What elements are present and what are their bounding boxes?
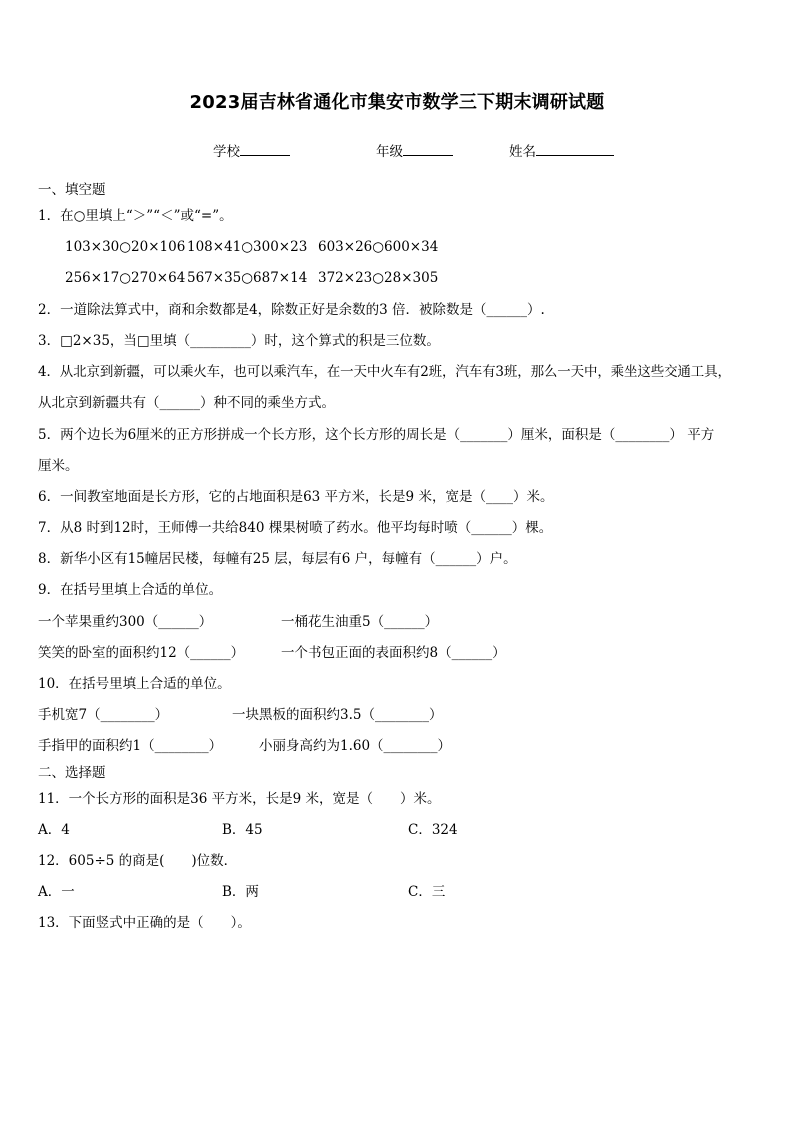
q9-item: 一个苹果重约300（______） — [38, 614, 213, 630]
q1-item: 108×41○300×23 — [187, 239, 308, 255]
grade-label: 年级 — [376, 144, 403, 160]
q9-item: 一桶花生油重5（______） — [281, 614, 439, 630]
question-9-stem: 9．在括号里填上合适的单位。 — [38, 582, 223, 598]
question-1-stem: 1．在○里填上“＞”“＜”或“=”。 — [38, 208, 233, 224]
q10-item: 一块黑板的面积约3.5（________） — [232, 707, 443, 723]
question-4-line1: 4．从北京到新疆，可以乘火车，也可以乘汽车，在一天中火车有2班，汽车有3班，那么一天中，乘坐这些交通工具， — [38, 364, 731, 380]
q1-item: 603×26○600×34 — [318, 239, 439, 255]
q12-option-b[interactable]: B．两 — [222, 884, 259, 900]
question-5-line2: 厘米。 — [38, 458, 79, 474]
q1-item: 256×17○270×64 — [65, 270, 186, 286]
question-13-stem: 13．下面竖式中正确的是（ ）。 — [38, 915, 251, 931]
q1-item: 372×23○28×305 — [318, 270, 439, 286]
school-label: 学校 — [213, 144, 240, 160]
question-7: 7．从8 时到12时，王师傅一共给840 棵果树喷了药水。他平均每时喷（______）棵。 — [38, 520, 553, 536]
q10-item: 小丽身高约为1.60（________） — [259, 738, 452, 754]
school-field — [213, 140, 290, 160]
question-4-line2: 从北京到新疆共有（______）种不同的乘坐方式。 — [38, 395, 335, 411]
q9-item: 一个书包正面的表面积约8（______） — [281, 645, 506, 661]
question-6: 6．一间教室地面是长方形，它的占地面积是63 平方米，长是9 米，宽是（____）米。 — [38, 489, 554, 505]
q9-item: 笑笑的卧室的面积约12（______） — [38, 645, 245, 661]
question-3: 3．□2×35，当□里填（_________）时，这个算式的积是三位数。 — [38, 333, 440, 349]
question-10-stem: 10．在括号里填上合适的单位。 — [38, 676, 231, 692]
question-11-stem: 11．一个长方形的面积是36 平方米，长是9 米，宽是（ ）米。 — [38, 791, 441, 807]
q12-option-a[interactable]: A．一 — [38, 884, 75, 900]
q10-item: 手指甲的面积约1（________） — [38, 738, 223, 754]
section-heading-multiple-choice: 二、选择题 — [38, 765, 106, 781]
grade-blank[interactable] — [403, 141, 453, 156]
question-5-line1: 5．两个边长为6厘米的正方形拼成一个长方形，这个长方形的周长是（_______）厘米，面积是（________） 平方 — [38, 427, 715, 443]
question-8: 8．新华小区有15幢居民楼，每幢有25 层，每层有6 户，每幢有（______）户。 — [38, 551, 517, 567]
q1-item: 103×30○20×106 — [65, 239, 186, 255]
q12-option-c[interactable]: C．三 — [408, 884, 446, 900]
name-field — [509, 140, 614, 160]
q11-option-c[interactable]: C．324 — [408, 822, 458, 838]
q11-option-a[interactable]: A．4 — [38, 822, 70, 838]
question-12-stem: 12．605÷5 的商是( )位数． — [38, 853, 238, 869]
school-blank[interactable] — [240, 141, 290, 156]
question-2: 2．一道除法算式中，商和余数都是4，除数正好是余数的3 倍．被除数是（______）. — [38, 302, 545, 318]
q10-item: 手机宽7（________） — [38, 707, 169, 723]
q11-option-b[interactable]: B．45 — [222, 822, 263, 838]
page-title: 2023届吉林省通化市集安市数学三下期末调研试题 — [189, 92, 605, 113]
section-heading-fill-in: 一、填空题 — [38, 182, 106, 198]
q1-item: 567×35○687×14 — [187, 270, 308, 286]
name-label: 姓名 — [509, 144, 536, 160]
name-blank[interactable] — [536, 141, 614, 156]
grade-field — [376, 140, 453, 160]
